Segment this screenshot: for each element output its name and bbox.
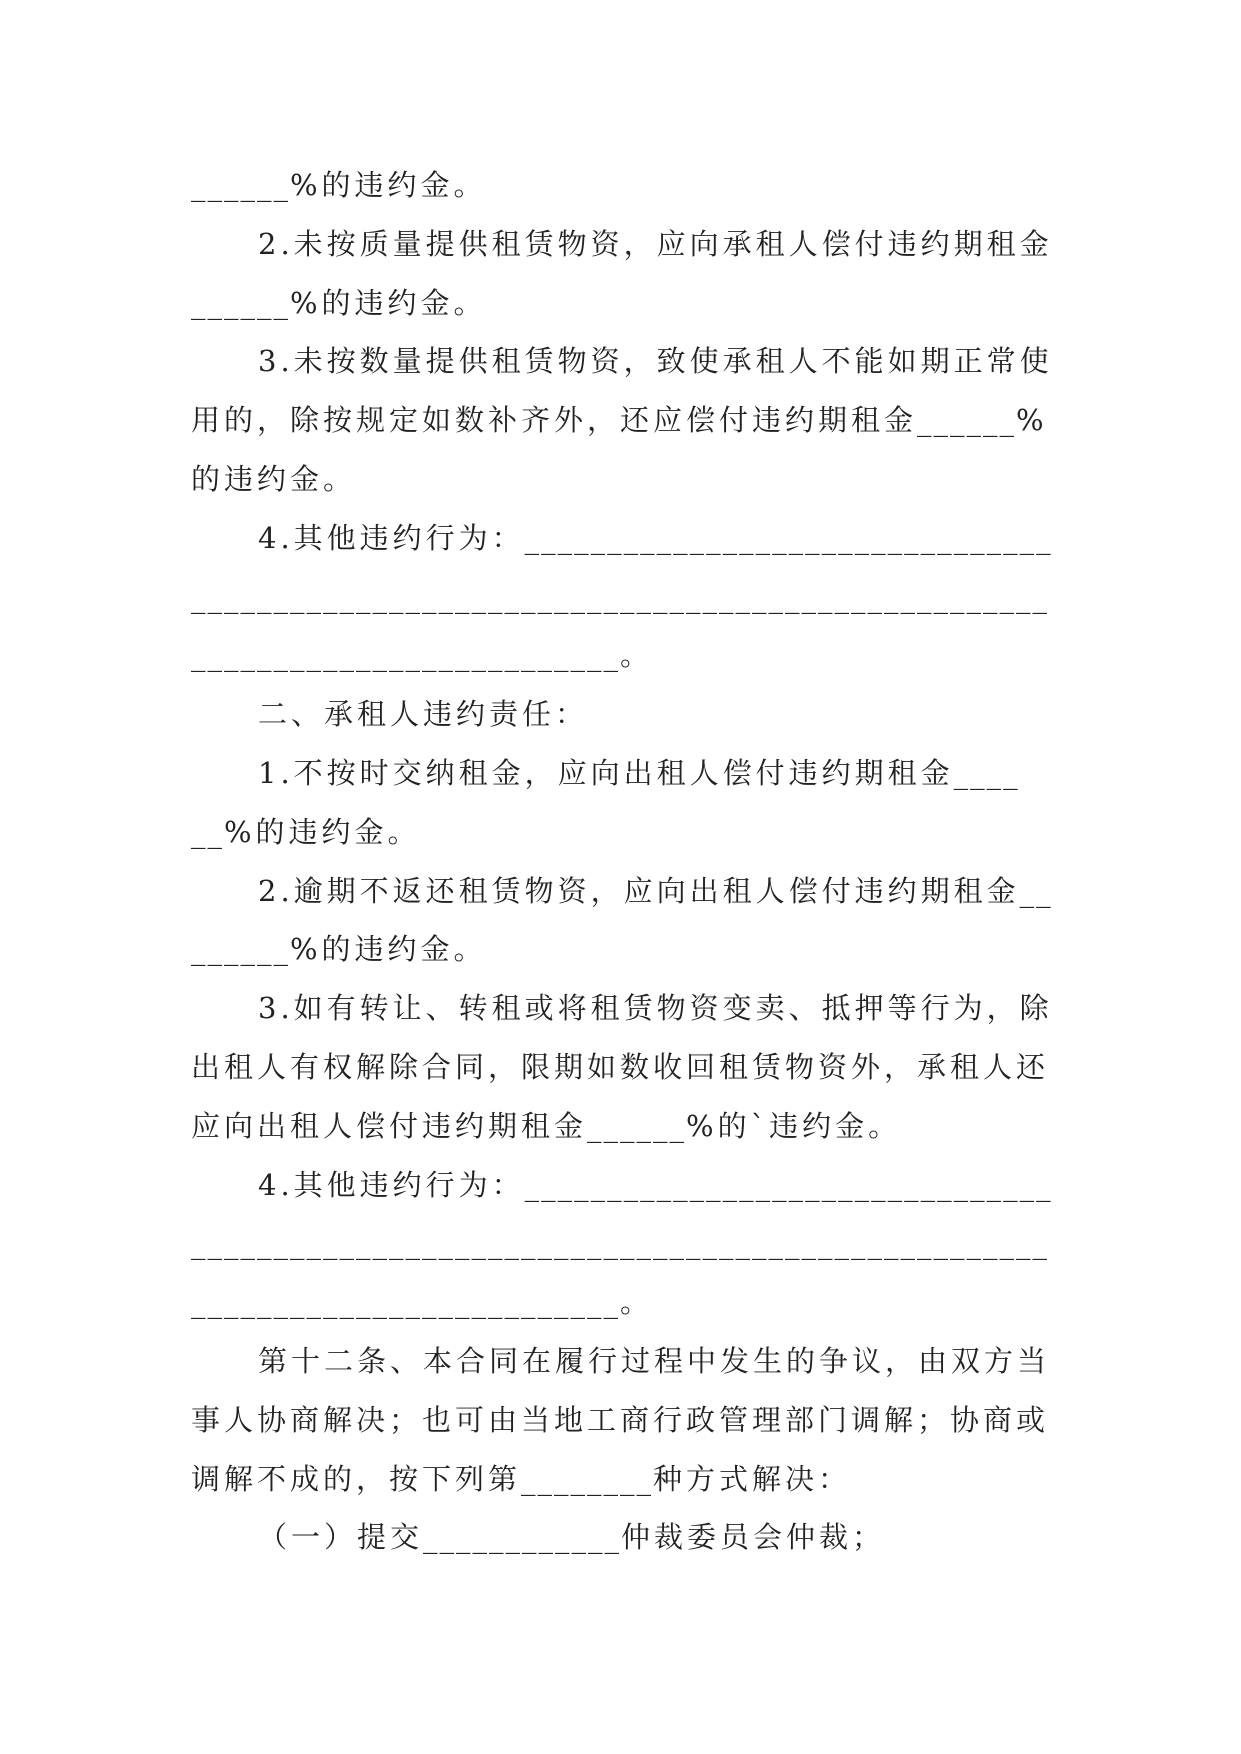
lessor-item3-line bbox=[191, 332, 1059, 391]
article12-line bbox=[191, 1332, 1059, 1391]
lessee-item4-line bbox=[191, 1273, 1059, 1332]
lessee-item3-line bbox=[191, 979, 1059, 1038]
text-run: 应向出租人偿付违约期租金 bbox=[191, 1108, 588, 1143]
text-run: 仲裁委员会仲裁； bbox=[621, 1520, 886, 1555]
text-run: 调解不成的，按下列第 bbox=[191, 1461, 522, 1496]
article12-option1 bbox=[191, 1508, 1059, 1567]
lessor-item3-line bbox=[191, 450, 1059, 509]
text-run: 。 bbox=[620, 638, 654, 673]
lessor-item4-line bbox=[191, 568, 1059, 627]
lessee-item1-line bbox=[191, 744, 1059, 803]
lessor-item4-line bbox=[191, 509, 1059, 568]
text-run: （一）提交 bbox=[258, 1520, 424, 1555]
text-run: 。 bbox=[620, 1285, 654, 1320]
lessee-item4-line bbox=[191, 1156, 1059, 1215]
lessee-item2-line bbox=[191, 862, 1059, 921]
blank-field: ________ bbox=[521, 1461, 654, 1496]
text-run: 出租人有权解除合同，限期如数收回租赁物资外，承租人还 bbox=[191, 1049, 1050, 1084]
text-run: 事人协商解决；也可由当地工商行政管理部门调解；协商或 bbox=[191, 1402, 1050, 1437]
blank-field: ________________________________ bbox=[524, 520, 1053, 555]
lessee-item2-line bbox=[191, 920, 1059, 979]
blank-field: ______ bbox=[917, 403, 1017, 438]
text-run: 4.其他违约行为： bbox=[258, 520, 525, 555]
blank-field: ____________ bbox=[423, 1520, 622, 1555]
blank-field: __ bbox=[1019, 873, 1053, 908]
text-run: 2.未按质量提供租赁物资，应向承租人偿付违约期租金 bbox=[258, 226, 1053, 261]
text-run: %的违约金。 bbox=[290, 168, 487, 202]
blank-field: ______ bbox=[191, 285, 290, 320]
text-run: %的违约金。 bbox=[224, 814, 421, 849]
lessor-item4-line bbox=[191, 626, 1059, 685]
text-run: 用的，除按规定如数补齐外，还应偿付违约期租金 bbox=[191, 403, 918, 438]
document-body bbox=[191, 156, 1059, 1567]
article12-line bbox=[191, 1450, 1059, 1509]
blank-field: __ bbox=[191, 814, 224, 849]
article12-line bbox=[191, 1391, 1059, 1450]
blank-field: ____ bbox=[953, 755, 1020, 790]
lessor-item1-continuation bbox=[191, 156, 1059, 215]
text-run: 1.不按时交纳租金，应向出租人偿付违约期租金 bbox=[258, 755, 954, 790]
lessee-section-heading bbox=[191, 685, 1059, 744]
lessee-item1-line bbox=[191, 803, 1059, 862]
blank-field: ______ bbox=[191, 932, 290, 967]
blank-field: __________________________ bbox=[191, 638, 620, 673]
lessor-item2-line bbox=[191, 215, 1059, 274]
blank-field: __________________________ bbox=[191, 1285, 620, 1320]
lessee-item4-line bbox=[191, 1214, 1059, 1273]
text-run: % bbox=[1016, 403, 1048, 438]
lessee-item3-line bbox=[191, 1097, 1059, 1156]
lessor-item2-line bbox=[191, 274, 1059, 333]
text-run: 的违约金。 bbox=[191, 461, 357, 496]
lessor-item3-line bbox=[191, 391, 1059, 450]
lessee-item3-line bbox=[191, 1038, 1059, 1097]
text-run: 种方式解决： bbox=[653, 1461, 852, 1496]
blank-field: ______ bbox=[191, 168, 290, 202]
text-run: 3.如有转让、转租或将租赁物资变卖、抵押等行为，除 bbox=[258, 991, 1053, 1026]
text-run: %的违约金。 bbox=[290, 932, 487, 967]
section-heading: 二、承租人违约责任： bbox=[258, 697, 589, 732]
text-run: 4.其他违约行为： bbox=[258, 1167, 525, 1202]
text-run: 3.未按数量提供租赁物资，致使承租人不能如期正常使 bbox=[258, 344, 1053, 379]
text-run: 2.逾期不返还租赁物资，应向出租人偿付违约期租金 bbox=[258, 873, 1020, 908]
text-run: %的`违约金。 bbox=[686, 1108, 902, 1143]
blank-field: ______ bbox=[587, 1108, 687, 1143]
blank-field: ________________________________ bbox=[524, 1167, 1053, 1202]
text-run: 第十二条、本合同在履行过程中发生的争议，由双方当 bbox=[258, 1343, 1051, 1378]
text-run: %的违约金。 bbox=[290, 285, 487, 320]
blank-field: ____________________________________________________ bbox=[191, 1226, 1049, 1261]
blank-field: ____________________________________________________ bbox=[191, 579, 1049, 614]
